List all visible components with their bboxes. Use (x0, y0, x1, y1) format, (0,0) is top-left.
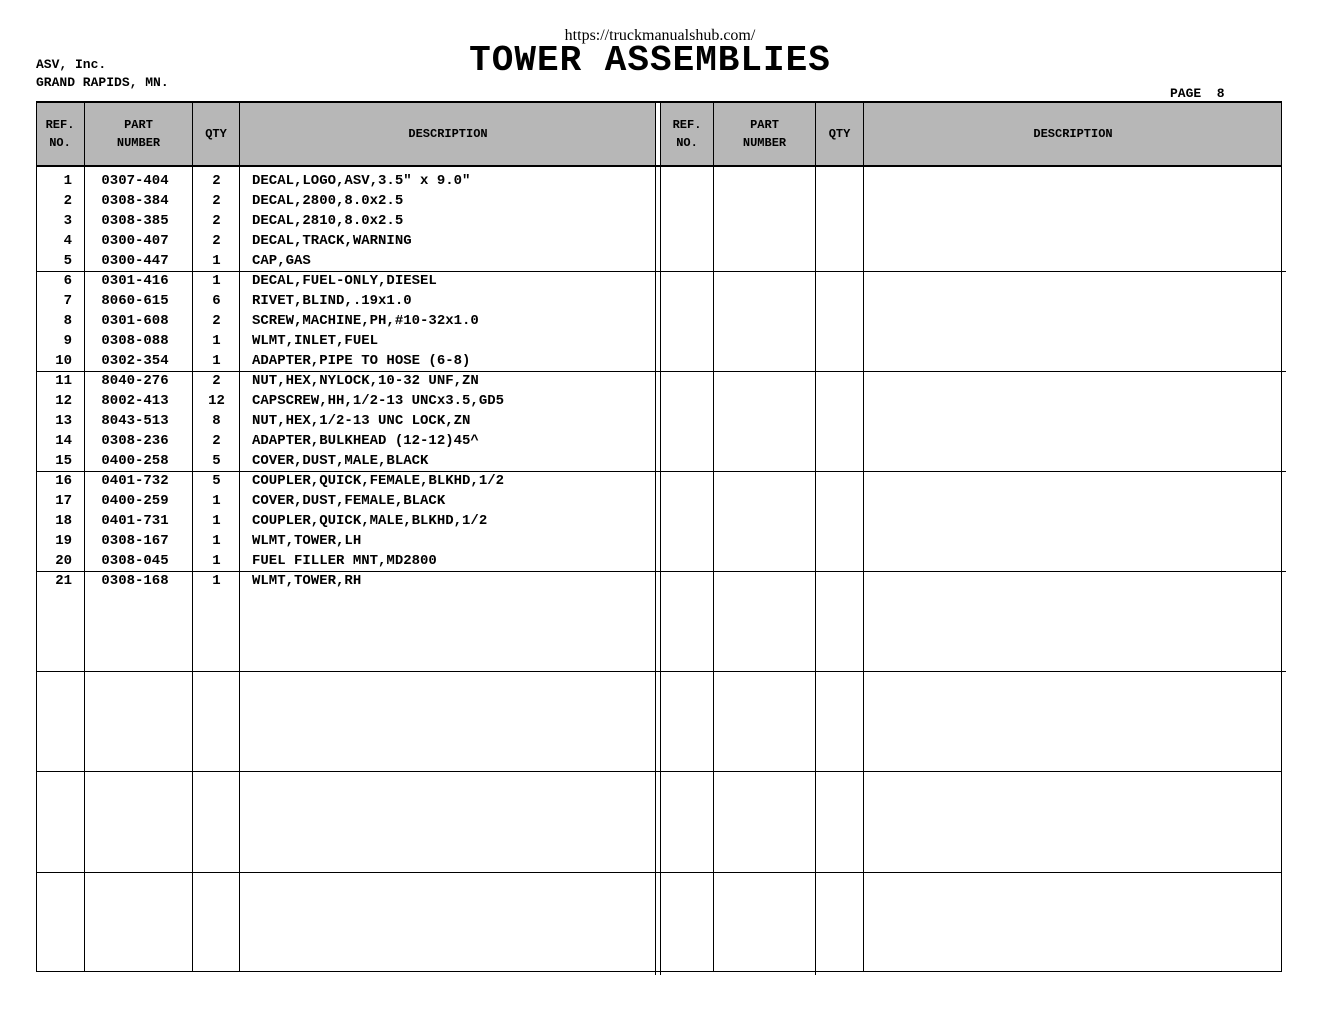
ref-no-cell: 21 (55, 573, 72, 589)
ref-no-cell: 4 (63, 233, 72, 249)
description-cell: CAPSCREW,HH,1/2-13 UNCx3.5,GD5 (252, 393, 505, 409)
col-rule (713, 101, 714, 972)
description-cell: WLMT,TOWER,RH (252, 573, 362, 589)
table-row (36, 511, 656, 531)
description-cell: DECAL,FUEL-ONLY,DIESEL (252, 273, 437, 289)
table-row (36, 311, 656, 331)
rule-group (36, 872, 1282, 873)
ref-no-cell: 7 (63, 293, 72, 309)
qty-cell: 5 (212, 453, 221, 469)
description-cell: DECAL,TRACK,WARNING (252, 233, 412, 249)
watermark-url: https://truckmanualshub.com/ (564, 27, 756, 44)
table-row (36, 251, 656, 271)
description-cell: NUT,HEX,NYLOCK,10-32 UNF,ZN (252, 373, 479, 389)
ref-no-cell: 10 (55, 353, 72, 369)
table-row (36, 531, 656, 551)
ref-no-cell: 13 (55, 413, 72, 429)
qty-cell: 1 (212, 493, 221, 509)
description-cell: DECAL,2810,8.0x2.5 (252, 213, 404, 229)
ref-no-cell: 2 (63, 193, 72, 209)
part-number-cell: 0401-732 (101, 473, 169, 489)
table-row (36, 231, 656, 251)
page-number: PAGE 8 (1170, 86, 1225, 101)
rule-group (36, 771, 1282, 772)
parts-table (36, 101, 1282, 972)
table-row (36, 471, 656, 491)
description-cell: COVER,DUST,FEMALE,BLACK (252, 493, 446, 509)
header-ref-left: REF. NO. (45, 117, 75, 150)
description-cell: COUPLER,QUICK,MALE,BLKHD,1/2 (252, 513, 488, 529)
ref-no-cell: 15 (55, 453, 72, 469)
ref-no-cell: 14 (55, 433, 72, 449)
header-part-left: PART NUMBER (116, 117, 161, 150)
header-qty-left: QTY (205, 126, 227, 141)
qty-cell: 8 (212, 413, 221, 429)
description-cell: DECAL,2800,8.0x2.5 (252, 193, 404, 209)
qty-cell: 2 (212, 433, 221, 449)
description-cell: ADAPTER,BULKHEAD (12-12)45^ (252, 433, 479, 449)
description-cell: DECAL,LOGO,ASV,3.5" x 9.0" (252, 173, 471, 189)
part-number-cell: 0308-088 (101, 333, 169, 349)
qty-cell: 1 (212, 273, 221, 289)
rule-bottom (36, 971, 1282, 972)
ref-no-cell: 9 (63, 333, 72, 349)
part-number-cell: 0308-167 (101, 533, 169, 549)
table-row (36, 551, 656, 571)
part-number-cell: 0401-731 (101, 513, 169, 529)
part-number-cell: 0307-404 (101, 173, 169, 189)
page-title: TOWER ASSEMBLIES (469, 40, 831, 81)
part-number-cell: 0301-416 (101, 273, 169, 289)
table-row (36, 411, 656, 431)
description-cell: RIVET,BLIND,.19x1.0 (252, 293, 412, 309)
ref-no-cell: 20 (55, 553, 72, 569)
table-row (36, 191, 656, 211)
description-cell: COUPLER,QUICK,FEMALE,BLKHD,1/2 (252, 473, 505, 489)
rule-top (36, 101, 1282, 103)
qty-cell: 2 (212, 213, 221, 229)
description-cell: NUT,HEX,1/2-13 UNC LOCK,ZN (252, 413, 471, 429)
part-number-cell: 0308-384 (101, 193, 169, 209)
qty-cell: 2 (212, 173, 221, 189)
ref-no-cell: 8 (63, 313, 72, 329)
table-row (36, 171, 656, 191)
ref-no-cell: 16 (55, 473, 72, 489)
part-number-cell: 8043-513 (101, 413, 169, 429)
part-number-cell: 0302-354 (101, 353, 169, 369)
table-row (36, 351, 656, 371)
company-location: GRAND RAPIDS, MN. (36, 75, 169, 90)
part-number-cell: 0308-168 (101, 573, 169, 589)
description-cell: COVER,DUST,MALE,BLACK (252, 453, 429, 469)
col-rule (660, 101, 661, 975)
table-row (36, 291, 656, 311)
ref-no-cell: 18 (55, 513, 72, 529)
description-cell: SCREW,MACHINE,PH,#10-32x1.0 (252, 313, 479, 329)
qty-cell: 2 (212, 373, 221, 389)
description-cell: CAP,GAS (252, 253, 311, 269)
ref-no-cell: 19 (55, 533, 72, 549)
ref-no-cell: 5 (63, 253, 72, 269)
ref-no-cell: 6 (63, 273, 72, 289)
table-row (36, 211, 656, 231)
part-number-cell: 0308-236 (101, 433, 169, 449)
qty-cell: 2 (212, 233, 221, 249)
description-cell: ADAPTER,PIPE TO HOSE (6-8) (252, 353, 471, 369)
qty-cell: 5 (212, 473, 221, 489)
description-cell: FUEL FILLER MNT,MD2800 (252, 553, 437, 569)
table-row (36, 571, 656, 591)
ref-no-cell: 11 (55, 373, 72, 389)
ref-no-cell: 12 (55, 393, 72, 409)
part-number-cell: 0308-045 (101, 553, 169, 569)
ref-no-cell: 3 (63, 213, 72, 229)
description-cell: WLMT,INLET,FUEL (252, 333, 379, 349)
qty-cell: 1 (212, 253, 221, 269)
rule-group (36, 671, 1286, 672)
qty-cell: 1 (212, 333, 221, 349)
ref-no-cell: 17 (55, 493, 72, 509)
qty-cell: 1 (212, 533, 221, 549)
table-row (36, 331, 656, 351)
table-row (36, 391, 656, 411)
col-rule (863, 101, 864, 972)
part-number-cell: 0300-407 (101, 233, 169, 249)
part-number-cell: 0400-258 (101, 453, 169, 469)
part-number-cell: 0400-259 (101, 493, 169, 509)
part-number-cell: 8002-413 (101, 393, 169, 409)
table-row (36, 491, 656, 511)
table-row (36, 431, 656, 451)
header-desc-right: DESCRIPTION (1033, 126, 1113, 141)
company-block (36, 56, 169, 92)
qty-cell: 1 (212, 573, 221, 589)
header-qty-right: QTY (828, 126, 851, 141)
rule-header-bottom (36, 165, 1282, 167)
description-cell: WLMT,TOWER,LH (252, 533, 362, 549)
header-desc-left: DESCRIPTION (408, 126, 488, 141)
part-number-cell: 0308-385 (101, 213, 169, 229)
table-row (36, 371, 656, 391)
header-ref-right: REF. NO. (672, 117, 702, 150)
company-name: ASV, Inc. (36, 57, 107, 72)
part-number-cell: 0301-608 (101, 313, 169, 329)
col-rule (815, 101, 816, 975)
qty-cell: 2 (212, 313, 221, 329)
header-part-right: PART NUMBER (742, 117, 787, 150)
col-rule (1281, 101, 1282, 972)
part-number-cell: 0300-447 (101, 253, 169, 269)
qty-cell: 6 (212, 293, 221, 309)
qty-cell: 1 (212, 513, 221, 529)
qty-cell: 12 (208, 393, 225, 409)
qty-cell: 2 (212, 193, 221, 209)
qty-cell: 1 (212, 353, 221, 369)
qty-cell: 1 (212, 553, 221, 569)
part-number-cell: 8060-615 (101, 293, 169, 309)
table-row (36, 451, 656, 471)
table-row (36, 271, 656, 291)
part-number-cell: 8040-276 (101, 373, 169, 389)
ref-no-cell: 1 (63, 173, 72, 189)
